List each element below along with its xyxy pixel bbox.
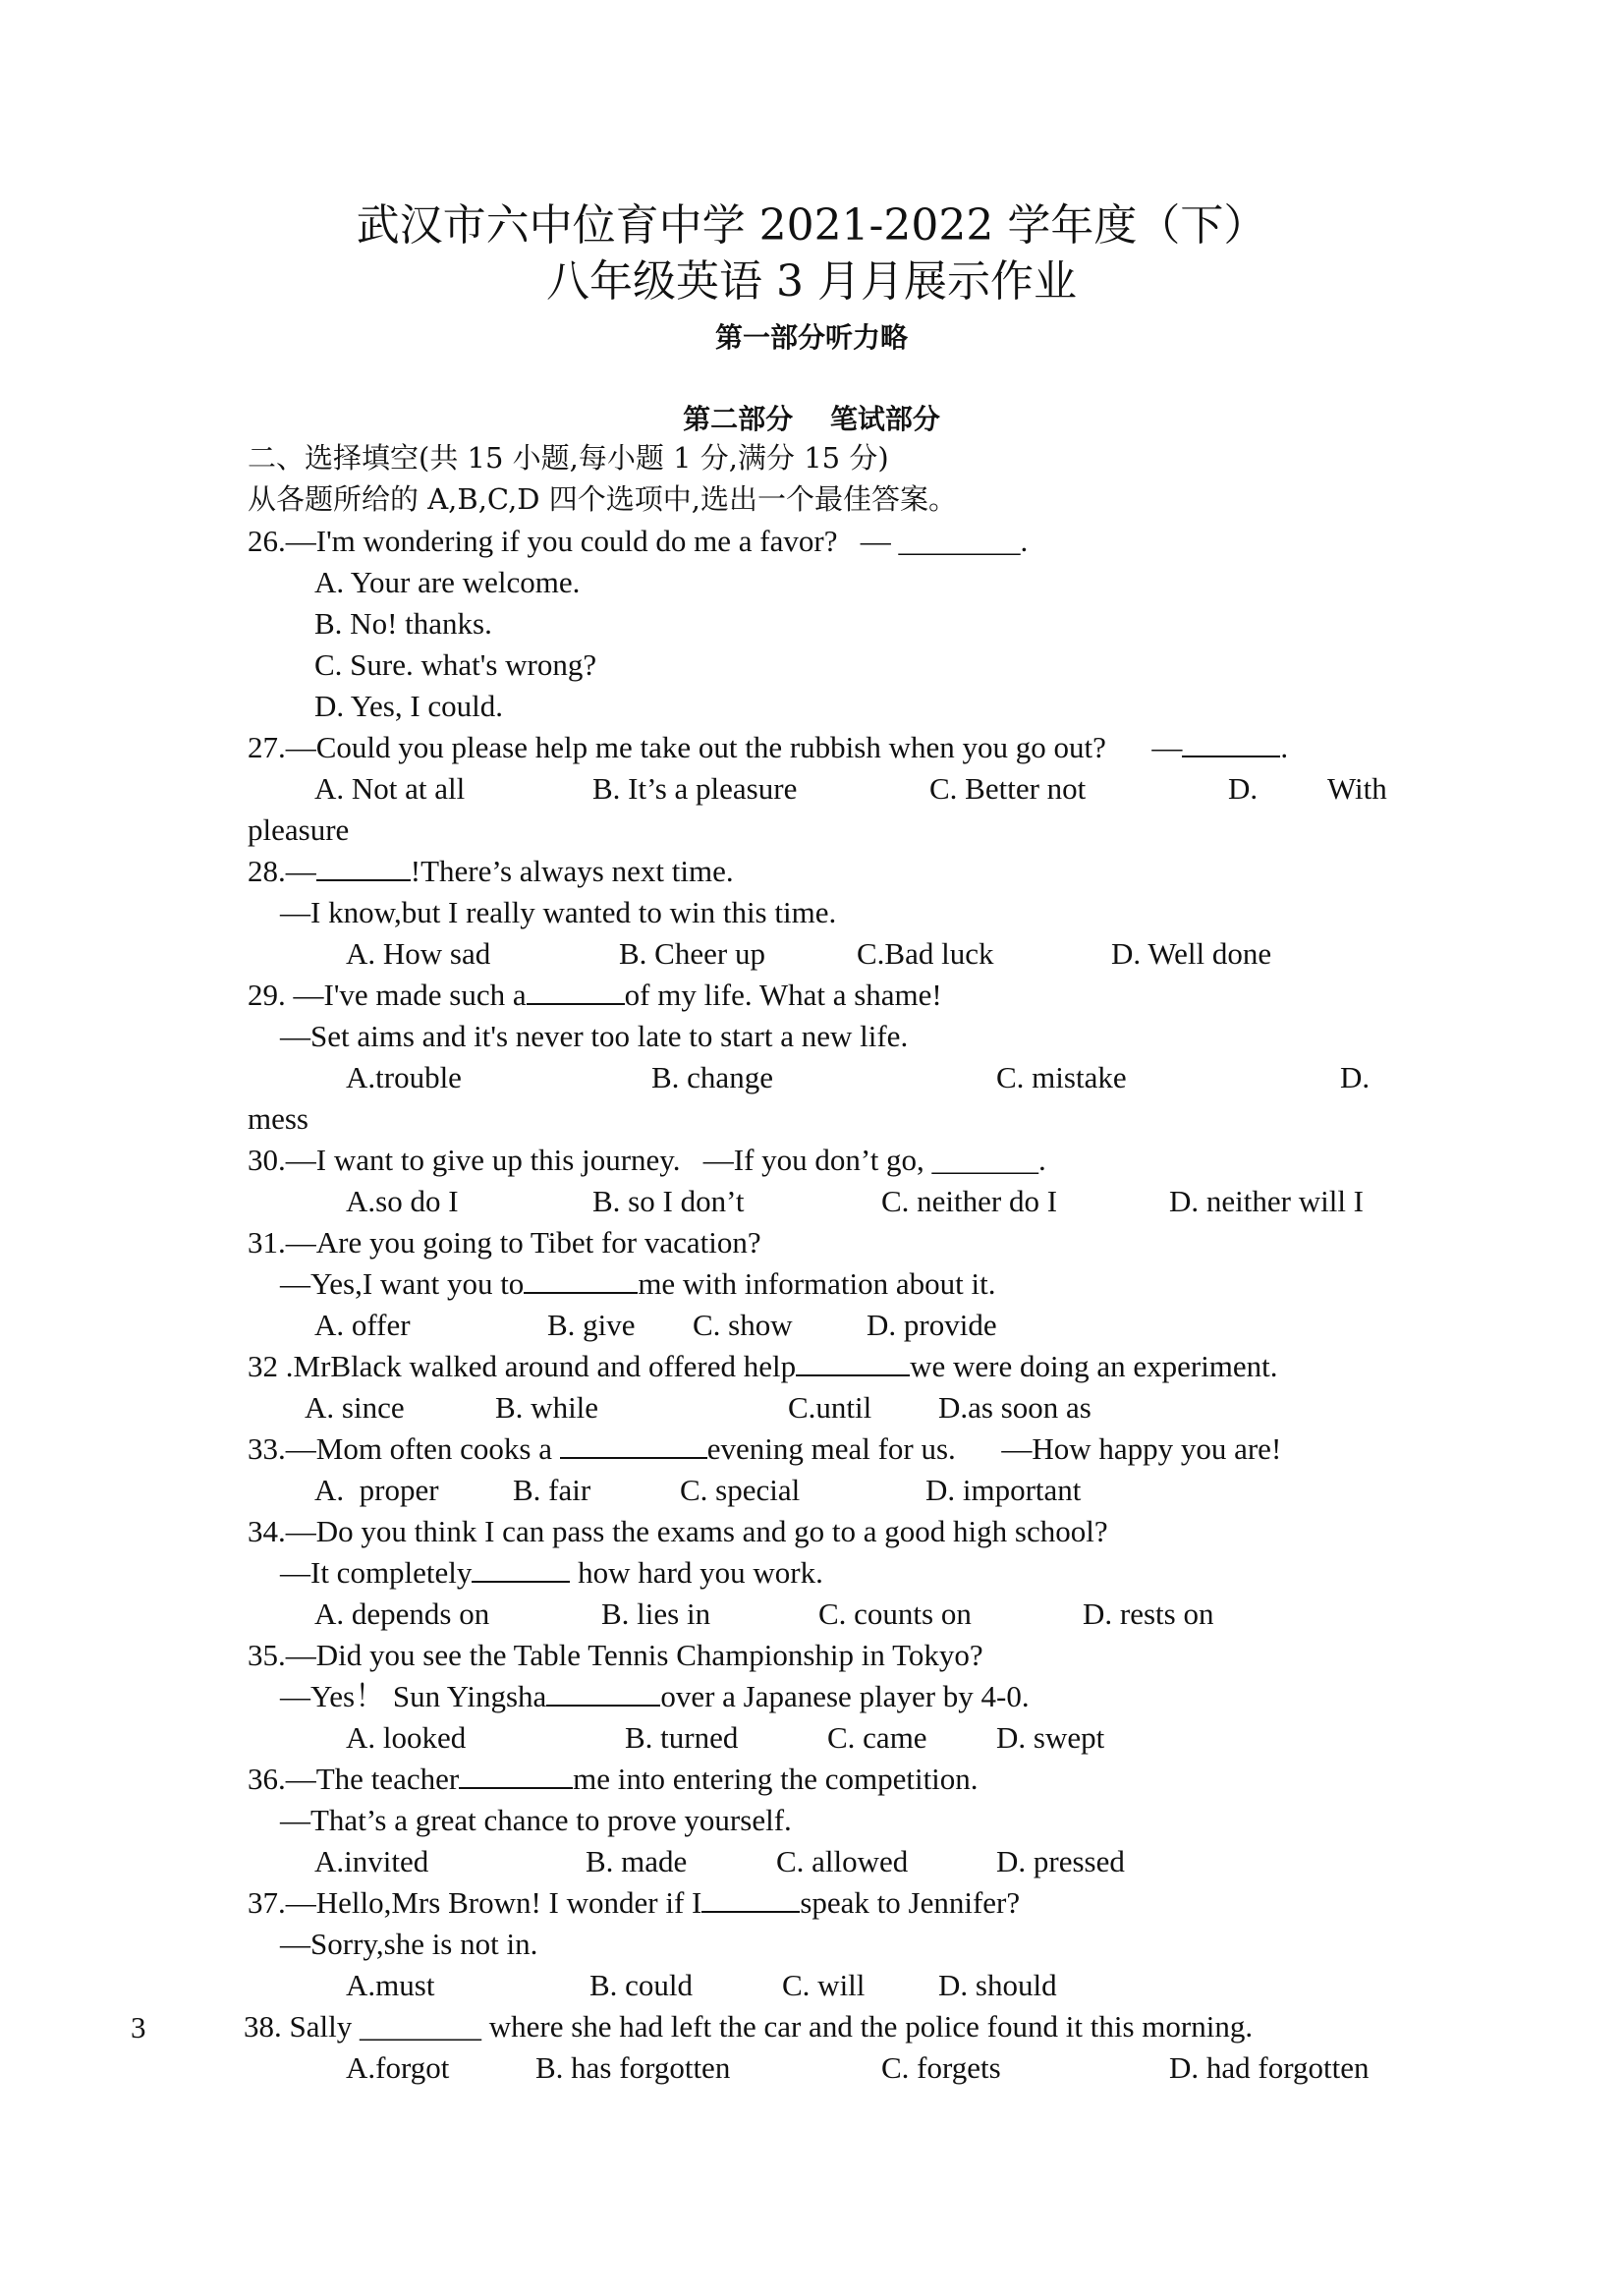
question-36-option-d: D. pressed <box>996 1844 1125 1878</box>
question-26-option-d: D. Yes, I could. <box>314 689 504 723</box>
question-28-stem: 28.— !There’s always next time. <box>248 854 734 888</box>
question-38-option-b: B. has forgotten <box>535 2050 731 2085</box>
question-30-option-a: A.so do I <box>346 1184 459 1218</box>
question-31-option-b: B. give <box>547 1308 636 1342</box>
question-29-wrap: mess <box>248 1101 308 1136</box>
question-35-option-a: A. looked <box>346 1720 467 1755</box>
question-37-option-c: C. will <box>782 1968 866 2002</box>
question-38-option-c: C. forgets <box>881 2050 1001 2085</box>
question-31-stem: 31.—Are you going to Tibet for vacation? <box>248 1225 761 1260</box>
question-33-stem: 33.—Mom often cooks a evening meal for us. —How happy you are! <box>248 1431 1282 1466</box>
question-29-option-c: C. mistake <box>996 1060 1127 1094</box>
question-27-option-b: B. It’s a pleasure <box>592 771 798 806</box>
question-36-option-c: C. allowed <box>776 1844 909 1878</box>
question-38-option-a: A.forgot <box>346 2050 450 2085</box>
question-28-option-b: B. Cheer up <box>619 936 765 971</box>
question-32-option-d: D.as soon as <box>938 1390 1091 1425</box>
page-subtitle: 八年级英语 3 月月展示作业 <box>546 256 1077 307</box>
question-30-option-b: B. so I don’t <box>592 1184 745 1218</box>
question-29-option-b: B. change <box>651 1060 773 1094</box>
question-37-stem: 37.—Hello,Mrs Brown! I wonder if I speak to Jennifer? <box>248 1885 1021 1920</box>
question-27-option-a: A. Not at all <box>314 771 466 806</box>
question-37-option-a: A.must <box>346 1968 435 2002</box>
question-26-option-c: C. Sure. what's wrong? <box>314 647 597 682</box>
question-27-stem: 27.—Could you please help me take out the rubbish when you go out? — . <box>248 730 1289 764</box>
question-26-option-a: A. Your are welcome. <box>314 565 581 599</box>
question-37-option-d: D. should <box>938 1968 1057 2002</box>
question-33-option-d: D. important <box>925 1473 1082 1507</box>
question-34-reply: —It completely how hard you work. <box>280 1555 823 1590</box>
margin-number: 3 <box>131 2010 146 2044</box>
question-31-option-d: D. provide <box>867 1308 997 1342</box>
question-32-option-c: C.until <box>788 1390 872 1425</box>
question-33-option-a: A. proper <box>314 1473 439 1507</box>
question-35-stem: 35.—Did you see the Table Tennis Championship in Tokyo? <box>248 1638 983 1672</box>
question-34-option-d: D. rests on <box>1083 1596 1214 1631</box>
question-37-option-b: B. could <box>589 1968 694 2002</box>
question-32-option-a: A. since <box>305 1390 405 1425</box>
question-30-option-d: D. neither will I <box>1169 1184 1365 1218</box>
question-38-option-d: D. had forgotten <box>1169 2050 1370 2085</box>
question-26-option-b: B. No! thanks. <box>314 606 492 641</box>
question-31-option-c: C. show <box>693 1308 793 1342</box>
question-30-option-c: C. neither do I <box>881 1184 1058 1218</box>
question-35-option-d: D. swept <box>996 1720 1105 1755</box>
question-34-option-c: C. counts on <box>818 1596 972 1631</box>
question-30-stem: 30.—I want to give up this journey. —If you don’t go, _______. <box>248 1143 1046 1177</box>
question-29-option-d: D. <box>1340 1060 1371 1094</box>
question-29-reply: —Set aims and it's never too late to start a new life. <box>280 1019 909 1053</box>
question-29-stem: 29. —I've made such a of my life. What a shame! <box>248 978 942 1012</box>
question-34-option-b: B. lies in <box>601 1596 711 1631</box>
question-34-option-a: A. depends on <box>314 1596 490 1631</box>
question-31-reply: —Yes,I want you to me with information about it. <box>280 1266 996 1301</box>
page-title: 武汉市六中位育中学 2021-2022 学年度（下） <box>356 200 1267 251</box>
question-38-stem: 38. Sally ________ where she had left the car and the police found it this morning. <box>244 2009 1254 2044</box>
question-32-option-b: B. while <box>495 1390 599 1425</box>
part-two-heading: 第二部分 笔试部分 <box>683 403 940 435</box>
part-one-heading: 第一部分听力略 <box>714 321 908 354</box>
section-heading: 二、选择填空(共 15 小题,每小题 1 分,满分 15 分) <box>248 441 889 475</box>
section-instruction: 从各题所给的 A,B,C,D 四个选项中,选出一个最佳答案。 <box>248 482 957 516</box>
question-28-option-a: A. How sad <box>346 936 491 971</box>
question-33-option-b: B. fair <box>513 1473 591 1507</box>
question-27-option-c: C. Better not <box>929 771 1087 806</box>
question-35-option-c: C. came <box>827 1720 927 1755</box>
question-36-reply: —That’s a great chance to prove yourself. <box>280 1803 792 1837</box>
question-27-wrap: pleasure <box>248 812 350 847</box>
question-28-option-d: D. Well done <box>1111 936 1272 971</box>
question-34-stem: 34.—Do you think I can pass the exams and go to a good high school? <box>248 1514 1108 1548</box>
question-36-option-b: B. made <box>586 1844 688 1878</box>
question-27-option-d-text: With <box>1327 771 1387 806</box>
question-37-reply: —Sorry,she is not in. <box>280 1927 538 1961</box>
question-31-option-a: A. offer <box>314 1308 411 1342</box>
question-35-option-b: B. turned <box>625 1720 739 1755</box>
question-29-option-a: A.trouble <box>346 1060 462 1094</box>
question-33-option-c: C. special <box>680 1473 801 1507</box>
question-28-reply: —I know,but I really wanted to win this time. <box>280 895 837 929</box>
question-35-reply: —Yes！ Sun Yingsha over a Japanese player by 4-0. <box>280 1679 1030 1713</box>
question-36-stem: 36.—The teacher me into entering the competition. <box>248 1762 979 1796</box>
question-32-stem: 32 .MrBlack walked around and offered help we were doing an experiment. <box>248 1349 1278 1383</box>
question-28-option-c: C.Bad luck <box>857 936 994 971</box>
question-27-option-d: D. <box>1228 771 1259 806</box>
question-26-stem: 26.—I'm wondering if you could do me a favor? — ________. <box>248 524 1029 558</box>
question-36-option-a: A.invited <box>314 1844 429 1878</box>
